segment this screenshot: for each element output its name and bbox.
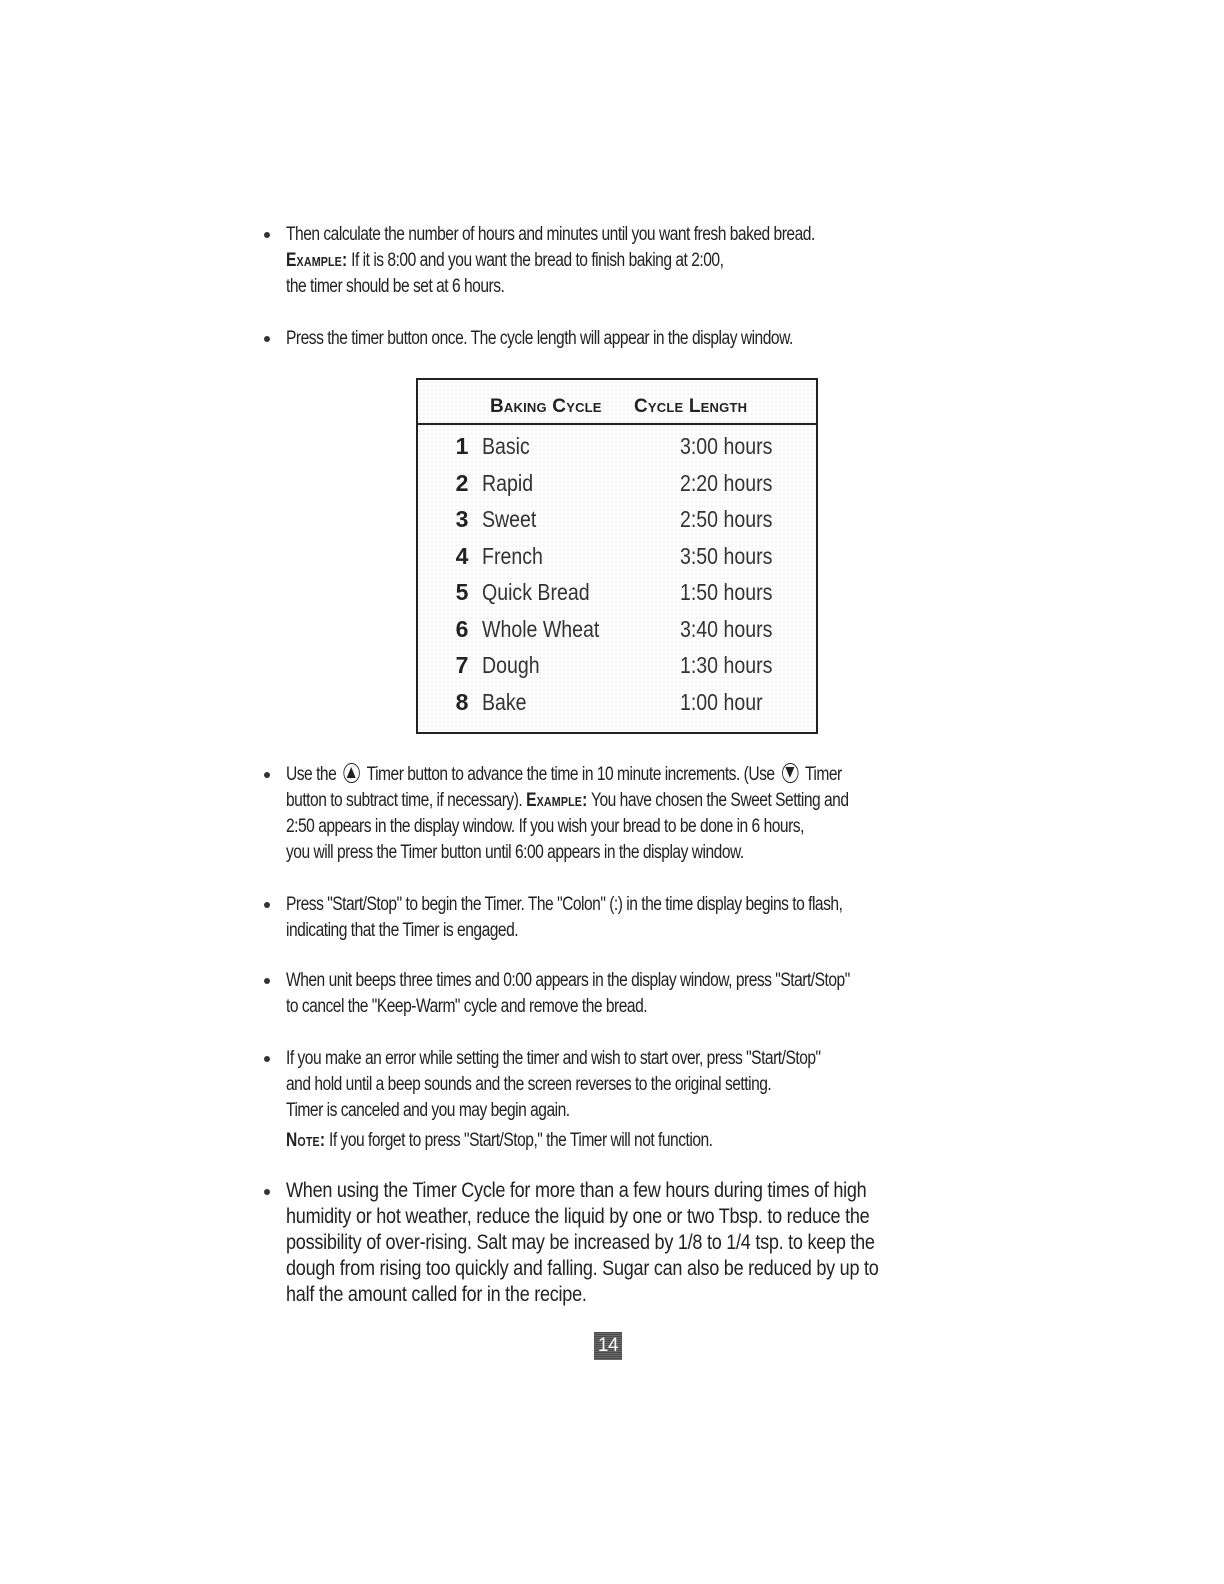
bullet-dot [264,1056,270,1062]
cycle-length: 2:50 hours [680,506,773,532]
down-arrow-circle-icon [782,763,798,783]
cycle-number: 3 [455,506,469,532]
cycle-length-table [416,378,818,734]
cycle-name: Rapid [482,469,534,496]
cycle-length: 1:30 hours [680,652,773,678]
cycle-length: 3:50 hours [680,542,773,569]
cycle-number: 6 [455,615,469,642]
note-label: Note: [286,1130,326,1151]
paragraph-line: When using the Timer Cycle for more than a few hours during times of high [286,1179,867,1202]
table-row [418,428,816,464]
paragraph-line: When unit beeps three times and 0:00 appears in the display window, press "Start/Stop" [286,970,850,991]
example-label: Example: [286,250,348,271]
cycle-length: 3:40 hours [680,615,773,642]
cycle-number: 7 [455,652,469,678]
paragraph-line: Press "Start/Stop" to begin the Timer. The "Colon" (:) in the time display begins to flash, [286,894,843,915]
example-label: Example: [526,790,588,811]
paragraph-line: and hold until a beep sounds and the screen reverses to the original setting. [286,1074,772,1095]
paragraph-line: to cancel the "Keep-Warm" cycle and remove the bread. [286,996,648,1017]
table-row [418,574,816,610]
cycle-number: 5 [455,579,469,605]
paragraph-line: 2:50 appears in the display window. If you wish your bread to be done in 6 hours, [286,816,804,837]
paragraph-line: button to subtract time, if necessary). [286,790,523,811]
table-row [418,647,816,683]
paragraph-line: Timer is canceled and you may begin again. [286,1100,570,1121]
table-row [418,465,816,501]
cycle-name: Bake [482,688,527,715]
table-row [418,611,816,647]
paragraph-line: You have chosen the Sweet Setting and [590,790,849,811]
cycle-number: 1 [455,433,469,459]
table-header [418,380,816,425]
cycle-number: 2 [455,469,469,496]
cycle-number: 8 [455,688,469,715]
bullet-dot [264,978,270,984]
paragraph-text: Timer [804,764,842,785]
paragraph-line: possibility of over-rising. Salt may be increased by 1/8 to 1/4 tsp. to keep the [286,1231,875,1254]
bullet-dot [264,902,270,908]
paragraph-line: you will press the Timer button until 6:00 appears in the display window. [286,842,744,863]
paragraph-line: Then calculate the number of hours and minutes until you want fresh baked bread. [286,224,815,245]
paragraph-line: humidity or hot weather, reduce the liquid by one or two Tbsp. to reduce the [286,1205,870,1228]
bullet-dot [264,772,270,778]
cycle-length: 2:20 hours [680,469,773,496]
paragraph-line: Press the timer button once. The cycle length will appear in the display window. [286,328,793,349]
cycle-name: Dough [482,652,540,678]
table-row [418,538,816,574]
paragraph-line: half the amount called for in the recipe. [286,1283,587,1306]
page-number: 14 [594,1332,622,1360]
up-arrow-circle-icon [343,763,359,783]
cycle-name: Sweet [482,506,537,532]
paragraph-line: If you make an error while setting the timer and wish to start over, press "Start/Stop" [286,1048,821,1069]
cycle-name: Whole Wheat [482,615,600,642]
bullet-dot [264,1189,270,1195]
paragraph-text: Timer button to advance the time in 10 minute increments. (Use [366,764,775,785]
table-row [418,501,816,537]
paragraph-line: indicating that the Timer is engaged. [286,920,519,941]
paragraph-line: dough from rising too quickly and falling. Sugar can also be reduced by up to [286,1257,879,1280]
paragraph-text: Use the [286,764,337,785]
cycle-length: 1:50 hours [680,579,773,605]
cycle-name: French [482,542,543,569]
paragraph-line: the timer should be set at 6 hours. [286,276,505,297]
paragraph-line: If it is 8:00 and you want the bread to finish baking at 2:00, [351,250,724,271]
header-cycle-length: Cycle Length [634,396,748,417]
table-row [418,684,816,720]
header-baking-cycle: Baking Cycle [490,396,602,417]
cycle-name: Basic [482,433,530,459]
cycle-length: 3:00 hours [680,433,773,459]
paragraph-line: If you forget to press "Start/Stop," the Timer will not function. [329,1130,713,1151]
bullet-dot [264,232,270,238]
cycle-number: 4 [455,542,469,569]
cycle-length: 1:00 hour [680,688,763,715]
bullet-dot [264,336,270,342]
cycle-name: Quick Bread [482,579,590,605]
